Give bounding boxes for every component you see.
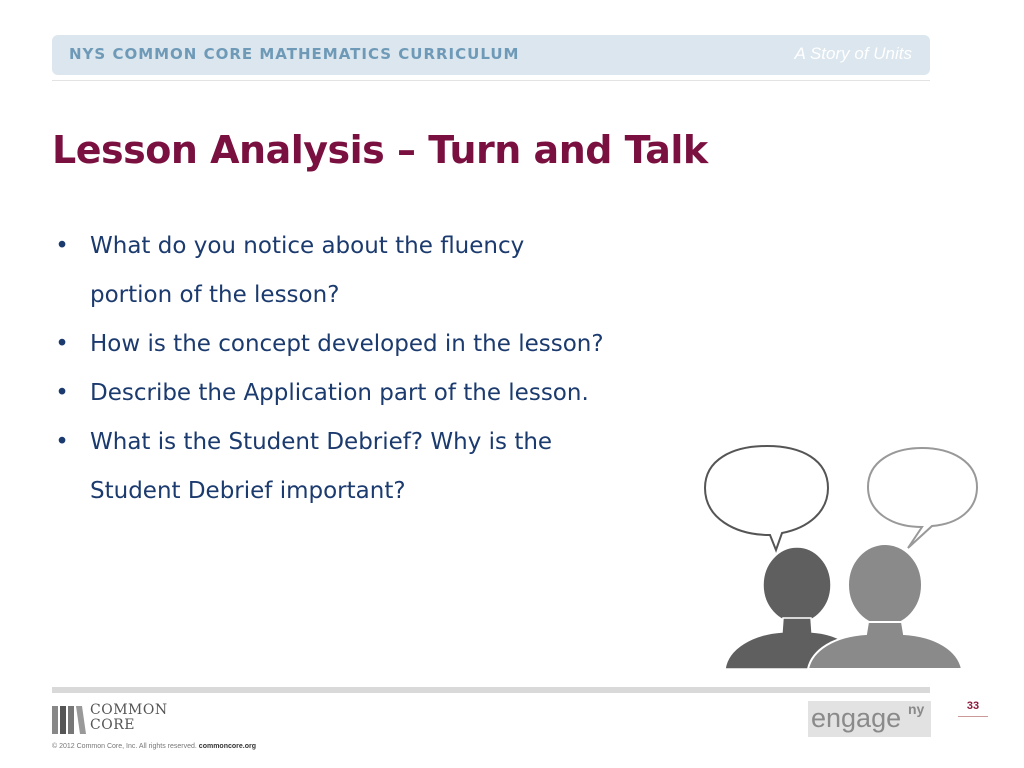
speech-bubble-icon xyxy=(868,448,977,548)
bullet-item xyxy=(52,369,732,418)
speech-bubble-icon xyxy=(705,446,828,550)
header-bar xyxy=(52,35,930,75)
logo-line-2: CORE xyxy=(90,717,135,733)
bullet-text-continued: portion of the lesson? xyxy=(90,282,340,308)
bullet-dot-icon: • xyxy=(55,331,69,357)
bullet-dot-icon: • xyxy=(55,233,69,259)
two-people-talking-icon xyxy=(700,440,980,675)
curriculum-title: NYS COMMON CORE MATHEMATICS CURRICULUM xyxy=(69,45,520,63)
copyright-text: © 2012 Common Core, Inc. All rights reserved. xyxy=(52,743,197,750)
slide-title: Lesson Analysis – Turn and Talk xyxy=(52,128,708,172)
bullet-text: Describe the Application part of the lesson. xyxy=(90,380,589,406)
bullet-dot-icon: • xyxy=(55,429,69,455)
bullet-item xyxy=(52,222,732,320)
engage-ny-superscript: ny xyxy=(908,701,925,717)
person-light-icon xyxy=(808,544,962,669)
bullet-list xyxy=(52,222,732,516)
books-icon xyxy=(52,706,86,734)
bullet-dot-icon: • xyxy=(55,380,69,406)
logo-line-1: COMMON xyxy=(90,702,168,718)
page-number-underline xyxy=(958,716,988,717)
bullet-text: How is the concept developed in the lesson? xyxy=(90,331,604,357)
bullet-text-continued: Student Debrief important? xyxy=(90,478,406,504)
engage-wordmark: engage xyxy=(811,703,902,733)
bullet-text: What is the Student Debrief? Why is the xyxy=(90,429,553,455)
header-divider xyxy=(52,80,930,81)
bullet-item xyxy=(52,320,732,369)
bullet-text: What do you notice about the fluency xyxy=(90,233,525,259)
engageny-logo xyxy=(808,701,931,737)
footer-bar xyxy=(52,687,930,693)
common-core-logo xyxy=(52,703,202,737)
page-number: 33 xyxy=(966,700,980,712)
common-core-wordmark xyxy=(90,703,168,733)
copyright-link[interactable]: commoncore.org xyxy=(198,743,256,750)
module-title: A Story of Units xyxy=(794,44,912,63)
bullet-item xyxy=(52,418,732,516)
copyright-notice xyxy=(52,743,256,750)
